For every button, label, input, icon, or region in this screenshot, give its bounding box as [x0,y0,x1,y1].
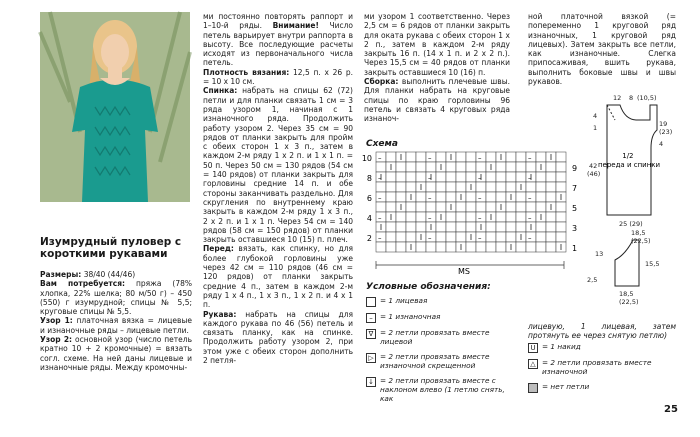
chart-cell [516,222,526,232]
dim-neck-1: 1 [593,124,598,132]
attention-label: Внимание! [272,21,319,31]
chart-cell [416,212,426,222]
chart-cell [396,232,406,242]
chart-cell [466,212,476,222]
chart-cell [486,232,496,242]
dim-right-19: 19 [659,120,668,128]
chart-symbol: – [528,154,532,162]
legend-text: = 2 петли провязать вместе лицевой [380,328,490,346]
chart-cell [546,232,556,242]
chart-cell [546,172,556,182]
chart-cell [496,192,506,202]
chart-cell [526,242,536,252]
chart-cell [516,202,526,212]
chart-cell [466,192,476,202]
chart-symbol: – [428,194,432,202]
chart-cell [486,222,496,232]
chart-cell [536,242,546,252]
chart-cell [396,172,406,182]
legend-title: Условные обозначения: [366,282,491,292]
chart-cell [446,232,456,242]
chart-cell [556,182,566,192]
chart-cell [516,172,526,182]
chart-cell [396,162,406,172]
chart-symbol: – [428,214,432,222]
assembly-column [364,12,510,124]
dim-side-left-alt: (46) [587,170,601,178]
chart-cell [426,182,436,192]
chart-cell [436,242,446,252]
front-text: вязать, как спинку, но для более глубокой горловины уже через 42 см = 110 рядов (46 см = 120 рядов) от планки закрыть средние 4 п., затем в каждом 2-м ряду 1 х 4 п., 1 х 3 п., 1 х 2 п. и 4 х 1 п. [203,244,353,310]
chart-cell [376,162,386,172]
chart-cell [376,242,386,252]
sleeves-label: Рукава: [203,309,237,319]
row-3: 3 [572,224,578,233]
chart-cell [416,222,426,232]
chart-cell [386,172,396,182]
chart-cell [506,202,516,212]
legend2-text: = 2 петли провязать вместе изнаночной [542,358,652,376]
chart-cell [506,232,516,242]
chart-cell [486,172,496,182]
chart-cell [486,242,496,252]
chart-cell [486,192,496,202]
chart-cell [476,182,486,192]
legend2-item [528,358,676,382]
chart-cell [506,212,516,222]
chart-cell [546,182,556,192]
row-9: 9 [572,164,578,173]
chart-cell [436,182,446,192]
chart-cell [536,152,546,162]
dim-sleeve-13: 13 [595,250,604,258]
sizes-value: 38/40 (44/46) [83,270,136,279]
chart-cell [486,152,496,162]
chart-symbol: – [478,154,482,162]
chart-cell [546,192,556,202]
sizes-label: Размеры: [40,270,82,279]
chart-cell [426,202,436,212]
chart-cell [556,162,566,172]
materials-column [40,270,192,372]
chart-cell [506,182,516,192]
chart-cell [556,222,566,232]
dim-sleeve-25: 2,5 [587,276,598,284]
chart-cell [406,172,416,182]
row-10: 10 [361,154,372,163]
chart-symbol: – [378,234,382,242]
page-number: 25 [664,404,678,415]
chart-cell [446,212,456,222]
chart-cell [516,212,526,222]
chart-cell [516,162,526,172]
schematic-diagram [585,90,685,305]
dim-sleeve-top-alt: (22,5) [631,237,651,245]
model-photo [40,12,190,202]
chart-cell [446,182,456,192]
dim-right-4: 4 [659,140,664,148]
chart-cell [386,152,396,162]
chart-cell [436,172,446,182]
sleeves-text: набрать на спицы для каждого рукава по 46 (56) петель и связать планку, как на спинке. Продолжить работу узором 2, при этом уже с обеих сторон дополнить 2 петля- [203,309,354,365]
model-photo-illustration [40,12,190,202]
stitch-chart [361,150,584,276]
legend2-symbol-icon: U [528,343,538,353]
chart-cell [436,192,446,202]
chart-cell [386,202,396,212]
chart-cell [466,162,476,172]
chart-cell [556,212,566,222]
dim-side-left: 42 [589,162,598,170]
chart-cell [406,222,416,232]
row-8: 8 [366,174,372,183]
pattern2-value: основной узор (число петель кратно 10 + 2 кромочные) = вязать согл. схеме. На ней даны лицевые и изнаночные ряды. Между кромочны- [40,335,192,372]
chart-cell [536,222,546,232]
legend2-symbol-icon: △ [528,359,538,369]
chart-cell [396,222,406,232]
pattern1-value: платочная вязка = лицевые и изнаночные ряды – лицевые петли. [40,316,192,335]
chart-cell [386,222,396,232]
chart-cell [416,152,426,162]
chart-cell [396,182,406,192]
chart-symbol: – [428,154,432,162]
chart-symbol: – [478,194,482,202]
chart-cell [456,212,466,222]
chart-symbol: – [528,214,532,222]
chart-cell [396,242,406,252]
row-5: 5 [572,204,578,213]
dim-sleeve-155: 15,5 [645,260,660,268]
legend-text: = 1 изнаночная [380,312,441,321]
chart-cell [526,162,536,172]
chart-cell [516,242,526,252]
chart-cell [486,182,496,192]
col3-p1: ми узором 1 соответственно. Через 2,5 см = 6 рядов от планки закрыть для оката рукава с обеих сторон 1 х 2 п., затем в каждом 2-м ряду закрыть 16 п. (14 х 1 п. и 2 х 2 п.). Через 15,5 см = 40 рядов от планки закрыть оставшиеся 10 (16) п. [364,12,510,77]
chart-symbol: – [528,234,532,242]
chart-cell [496,182,506,192]
dim-sleeve-bottom: 18,5 [619,290,634,298]
chart-symbol: – [378,214,382,222]
chart-cell [396,192,406,202]
legend-symbol-icon [366,297,376,307]
chart-cell [496,162,506,172]
chart-symbol: – [478,174,482,182]
scheme-title: Схема [366,139,398,149]
chart-cell [436,202,446,212]
finishing-text: ной платочной вязкой (= попеременно 1 круговой ряд изнаночных, 1 круговой ряд лицевых). Затем закрыть все петли, как изнаночные. Слегка припосаживая, вшить рукава, выполнить боковые швы и швы рукавов. [528,12,676,87]
chart-cell [536,202,546,212]
dim-sleeve-top: 18,5 [631,229,646,237]
legend-item [366,328,512,352]
chart-cell [506,162,516,172]
chart-symbol: – [478,234,482,242]
chart-cell [506,222,516,232]
chart-cell [426,242,436,252]
chart-cell [536,172,546,182]
row-1: 1 [572,244,578,253]
chart-cell [386,192,396,202]
dim-right-19-alt: (23) [659,128,673,136]
chart-cell [416,192,426,202]
row-2: 2 [366,234,372,243]
chart-symbol: – [478,214,482,222]
chart-cell [456,232,466,242]
row-4: 4 [366,214,372,223]
chart-cell [416,242,426,252]
dim-sleeve-bottom-alt: (22,5) [619,298,639,306]
ms-label: MS [458,267,470,276]
chart-symbol: – [378,154,382,162]
chart-cell [426,162,436,172]
legend-list-2 [528,342,676,398]
chart-cell [556,152,566,162]
chart-cell [386,242,396,252]
chart-symbol: – [528,174,532,182]
chart-cell [556,232,566,242]
chart-cell [456,162,466,172]
chart-cell [476,202,486,212]
legend-text: = 2 петли провязать вместе изнаночной скрещенной [380,352,490,370]
chart-cell [416,202,426,212]
chart-cell [406,232,416,242]
chart-cell [396,212,406,222]
dim-top-left: 12 [613,94,622,102]
text-p1: ми постоянно повторять раппорт и 1–10-й ряды. [203,12,353,31]
chart-cell [536,192,546,202]
chart-cell [526,202,536,212]
chart-symbol: – [378,174,382,182]
chart-cell [476,162,486,172]
chart-cell [456,182,466,192]
row-7: 7 [572,184,578,193]
chart-cell [416,162,426,172]
dim-top-right: 8 [629,94,634,102]
chart-cell [446,222,456,232]
legend-tail: лицевую, 1 лицевая, затем протянуть ее через снятую петлю) [528,322,676,341]
chart-cell [456,202,466,212]
chart-symbol: – [428,234,432,242]
chart-cell [546,162,556,172]
chart-cell [496,242,506,252]
chart-cell [376,202,386,212]
assembly-text: выполнить плечевые швы. Для планки набрать на круговые спицы по краю горловины 96 петель и связать 4 круговых ряда изнаноч- [364,77,510,124]
chart-cell [386,182,396,192]
diagram-label: 1/2 переда и спинки [597,152,661,169]
chart-cell [536,232,546,242]
chart-cell [386,232,396,242]
density-label: Плотность вязания: [203,67,290,77]
chart-cell [546,212,556,222]
chart-symbol: – [428,174,432,182]
chart-cell [476,242,486,252]
chart-cell [456,152,466,162]
back-label: Спинка: [203,86,238,96]
legend2-item [528,342,676,358]
pattern2-label: Узор 2: [40,335,73,345]
chart-cell [556,172,566,182]
chart-cell [486,202,496,212]
stitch-grid [376,152,566,252]
legend2-text: = 1 накид [542,342,581,351]
legend-text: = 1 лицевая [380,296,428,305]
chart-cell [466,202,476,212]
legend-item [366,312,512,328]
row-6: 6 [366,194,372,203]
chart-cell [466,242,476,252]
pattern1-label: Узор 1: [40,316,73,326]
legend-item [366,376,512,403]
legend-symbol-icon: – [366,313,376,323]
chart-cell [446,242,456,252]
front-label: Перед: [203,244,234,254]
chart-cell [436,232,446,242]
chart-cell [456,172,466,182]
chart-cell [376,182,386,192]
finishing-column [528,12,676,86]
density-text: 12,5 п. х 26 р. = 10 х 10 см. [203,67,353,87]
chart-cell [466,222,476,232]
chart-cell [496,232,506,242]
dim-neck-4: 4 [593,112,598,120]
chart-cell [546,222,556,232]
legend2-symbol-icon [528,383,538,393]
back-text: набрать на спицы 62 (72) петли и для планки связать 1 см = 3 ряда узором 1, начиная с 1 изнаночного ряда. Продолжить работу узором 2. Через 35 см = 90 рядов от планки закрыть для пройм с обеих сторон 1 х 3 п., затем в каждом 2-м ряду 1 х 2 п. и 1 х 1 п. = 50 п. Через 50 см = 130 рядов (54 см = 140 рядов) от планки закрыть для горловины средние 14 п. и обе стороны заканчивать раздельно. Для скругления по внутреннему краю закрыть в каждом 2-м ряду 1 х 3 п., 2 х 2 п. и 1 х 1 п. Через 54 см = 140 рядов (58 см = 150 рядов) от планки закрыть оставшиеся 10 (15) п. плеч. [203,86,353,245]
chart-cell [516,152,526,162]
chart-cell [466,172,476,182]
chart-cell [496,222,506,232]
instructions-column [203,12,353,365]
material-label: Вам потребуется: [40,279,126,289]
chart-cell [496,172,506,182]
chart-cell [446,162,456,172]
legend-symbol-icon: ∇ [366,329,376,339]
chart-cell [406,162,416,172]
article-title: Изумрудный пуловер с короткими рукавами [40,236,182,260]
chart-symbol: – [528,194,532,202]
legend-item [366,296,512,312]
legend-text: = 2 петли провязать вместе с наклоном влево (1 петлю снять, как [380,376,505,403]
chart-cell [536,182,546,192]
chart-cell [436,222,446,232]
chart-cell [406,212,416,222]
dim-bottom: 25 (29) [619,220,643,228]
chart-cell [506,152,516,162]
chart-cell [466,152,476,162]
chart-symbol: – [378,194,382,202]
chart-cell [456,222,466,232]
chart-cell [516,192,526,202]
chart-cell [416,172,426,182]
material-value: пряжа (78% хлопка, 22% шелка; 80 м/50 г) – 450 (550) г изумрудной; спицы № 5,5; круговые спицы № 5,5. [40,279,192,317]
chart-cell [546,242,556,252]
assembly-label: Сборка: [364,77,399,87]
legend2-text: = нет петли [542,382,590,391]
chart-cell [436,152,446,162]
legend-symbol-icon: ↓ [366,377,376,387]
legend-list [366,296,512,403]
chart-cell [506,172,516,182]
legend-item [366,352,512,376]
chart-cell [526,182,536,192]
chart-cell [556,202,566,212]
attention-text: Число петель варьирует внутри раппорта в высоту. Все последующие расчеты исходят из первоначального числа петель. [203,21,354,68]
legend-symbol-icon: ▷ [366,353,376,363]
dim-top-right-alt: (10,5) [637,94,657,102]
legend2-item [528,382,676,398]
chart-cell [496,212,506,222]
chart-cell [406,182,416,192]
chart-cell [446,172,456,182]
chart-cell [406,152,416,162]
chart-cell [446,192,456,202]
chart-cell [406,202,416,212]
